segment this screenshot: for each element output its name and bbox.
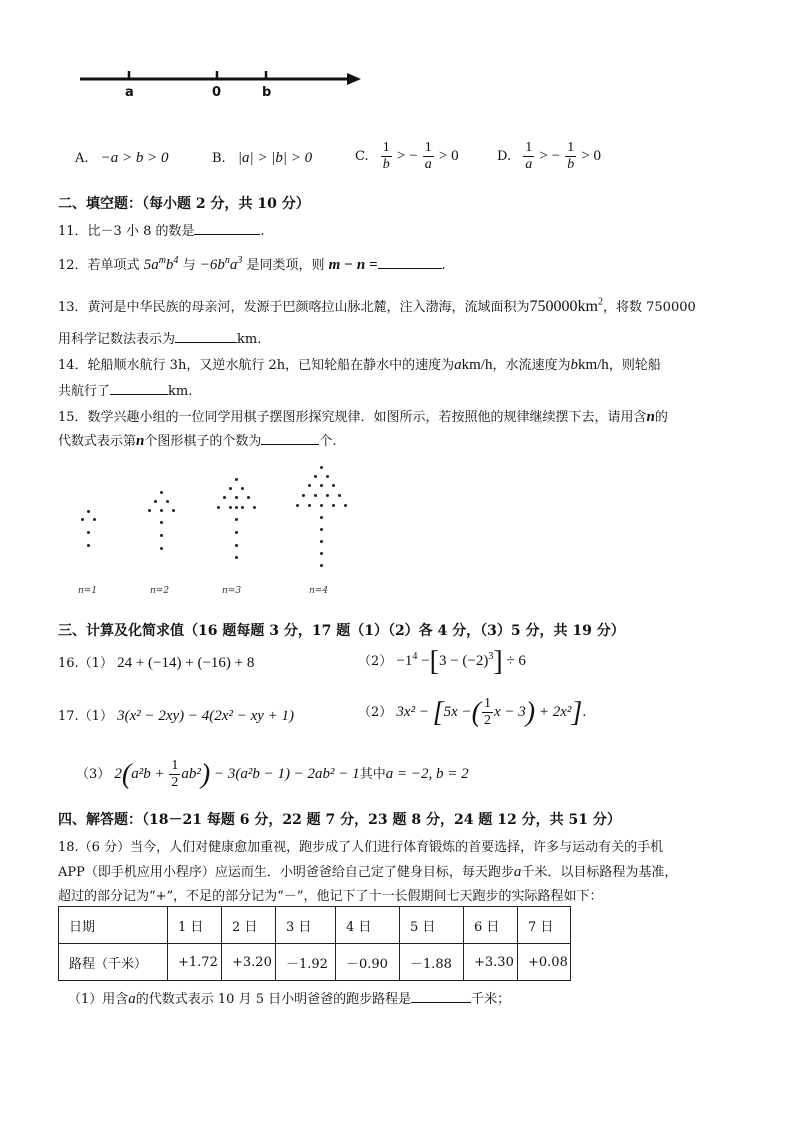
dot [229, 506, 232, 509]
table-header-row [59, 907, 571, 944]
dot [326, 475, 329, 478]
dot [235, 496, 238, 499]
table-cell: －0.90 [336, 944, 400, 981]
question-15-line-2: 代数式表示第n个图形棋子的个数为 个. [58, 433, 337, 449]
dot [247, 496, 250, 499]
dot [332, 504, 335, 507]
dot [235, 518, 238, 521]
dot [160, 509, 163, 512]
dot [148, 509, 151, 512]
question-11: 11．比－3 小 8 的数是 . [58, 224, 265, 239]
dot [253, 506, 256, 509]
question-14-line-1: 14．轮船顺水航行 3h，又逆水航行 2h，已知轮船在静水中的速度为akm/h，水流速度为bkm/h，则轮船 [58, 357, 661, 373]
dot [296, 504, 299, 507]
question-16-part-2: $(2) -1^4 -[3 - (-2)^3] \div 6$ [358, 646, 526, 677]
question-18-part-1: （1）用含a的代数式表示 10 月 5 日小明爸爸的跑步路程是 千米； [68, 991, 511, 1007]
dot [332, 484, 335, 487]
dot [172, 509, 175, 512]
dot [320, 564, 323, 567]
table-cell: 路程（千米） [59, 944, 168, 981]
dot [241, 487, 244, 490]
dot [160, 491, 163, 494]
question-14-line-2: 共航行了 km. [58, 384, 193, 399]
dot [326, 494, 329, 497]
dot [320, 466, 323, 469]
table-cell: 5 日 [400, 907, 464, 944]
dot [87, 544, 90, 547]
dot [235, 544, 238, 547]
section-3-heading: 三、计算及化简求值（16 题每题 3 分，17 题（1）（2）各 4 分，（3）5 分，共 19 分） [58, 623, 625, 639]
pattern-label: n=1 [78, 586, 98, 596]
table-cell: 6 日 [464, 907, 518, 944]
dot [320, 484, 323, 487]
dot [87, 531, 90, 534]
dot [338, 494, 341, 497]
numberline-label-b: b [262, 85, 272, 100]
dot [235, 506, 238, 509]
table-cell: +1.72 [168, 944, 222, 981]
table-cell: +0.08 [518, 944, 571, 981]
table-cell: +3.20 [222, 944, 276, 981]
pattern-label: n=4 [309, 586, 329, 596]
dot [235, 531, 238, 534]
question-18-line-2: APP（即手机应用小程序）应运而生．小明爸爸给自己定了健身目标，每天跑步a千米．以目标路程为基准， [58, 864, 678, 880]
dot [93, 518, 96, 521]
table-cell: －1.88 [400, 944, 464, 981]
dot [320, 516, 323, 519]
numberline-label-a: a [125, 85, 134, 100]
table-cell: 日期 [59, 907, 168, 944]
question-17-part-2: （2） 3x² − [5x −( $\frac{1}{2}$ x − 3) + 2x²]. [358, 696, 587, 728]
question-17-part-3: （3） 2(a²b + $\frac{1}{2}$ ab²) − 3(a²b − 1) − 2ab² − 1其中a = −2, b = 2 [76, 758, 469, 790]
table-row [59, 944, 571, 981]
table-cell: 3 日 [276, 907, 336, 944]
numberline-label-zero: 0 [212, 85, 222, 100]
dot [314, 475, 317, 478]
question-13-line-2: 用科学记数法表示为 km. [58, 332, 262, 347]
table-cell: 7 日 [518, 907, 571, 944]
table-cell: －1.92 [276, 944, 336, 981]
dot [302, 494, 305, 497]
table-cell: 1 日 [168, 907, 222, 944]
dot [320, 528, 323, 531]
question-18-line-1: 18.（6 分）当今，人们对健康愈加重视，跑步成了人们进行体育锻炼的首要选择，许多与运动有关的手机 [58, 840, 664, 855]
question-17: 17.（1） 3(x² − 2xy) − 4(2x² − xy + 1) [58, 708, 295, 724]
dot [217, 506, 220, 509]
dot [320, 552, 323, 555]
question-12: 12．若单项式 $5a^mb^4$ 与 $-6b^na^3$ 是同类项，则 m − n = . [58, 255, 446, 273]
option-a: A. −a > b > 0 [75, 150, 169, 166]
table-cell: +3.30 [464, 944, 518, 981]
dot [320, 540, 323, 543]
dot [166, 500, 169, 503]
dot [308, 484, 311, 487]
dot [223, 496, 226, 499]
dot [320, 504, 323, 507]
dot [235, 556, 238, 559]
running-distance-table [58, 906, 571, 981]
table-cell: 4 日 [336, 907, 400, 944]
dot [160, 521, 163, 524]
dot [87, 510, 90, 513]
dot [229, 487, 232, 490]
dot [344, 504, 347, 507]
pattern-label: n=3 [222, 586, 242, 596]
question-16: 16.（1） 24 + (−14) + (−16) + 8 [58, 655, 255, 671]
dot [241, 506, 244, 509]
dot [308, 504, 311, 507]
option-c: C. $\frac{1}{b}$ > − $\frac{1}{a}$ > 0 [355, 140, 459, 172]
question-15-line-1: 15．数学兴趣小组的一位同学用棋子摆图形探究规律．如图所示，若按照他的规律继续摆下去，请用含n的 [58, 409, 668, 425]
dot [160, 547, 163, 550]
dot [235, 478, 238, 481]
question-13-line-1: 13．黄河是中华民族的母亲河，发源于巴颜喀拉山脉北麓，注入渤海，流域面积为$750000km^2$，将数 750000 [58, 296, 696, 315]
section-4-heading: 四、解答题：（18－21 每题 6 分，22 题 7 分，23 题 8 分，24 题 12 分，共 51 分） [58, 812, 621, 828]
section-2-heading: 二、填空题：（每小题 2 分，共 10 分） [58, 196, 310, 212]
dot [160, 534, 163, 537]
question-18-line-3: 超过的部分记为“+”，不足的部分记为“－”，他记下了十一长假期间七天跑步的实际路程如下： [58, 889, 603, 904]
pattern-label: n=2 [150, 586, 170, 596]
dot [314, 494, 317, 497]
dot [81, 518, 84, 521]
dot [154, 500, 157, 503]
table-cell: 2 日 [222, 907, 276, 944]
option-b: B. |a| > |b| > 0 [212, 150, 313, 166]
option-d: D. $\frac{1}{a}$ > − $\frac{1}{b}$ > 0 [497, 140, 602, 172]
